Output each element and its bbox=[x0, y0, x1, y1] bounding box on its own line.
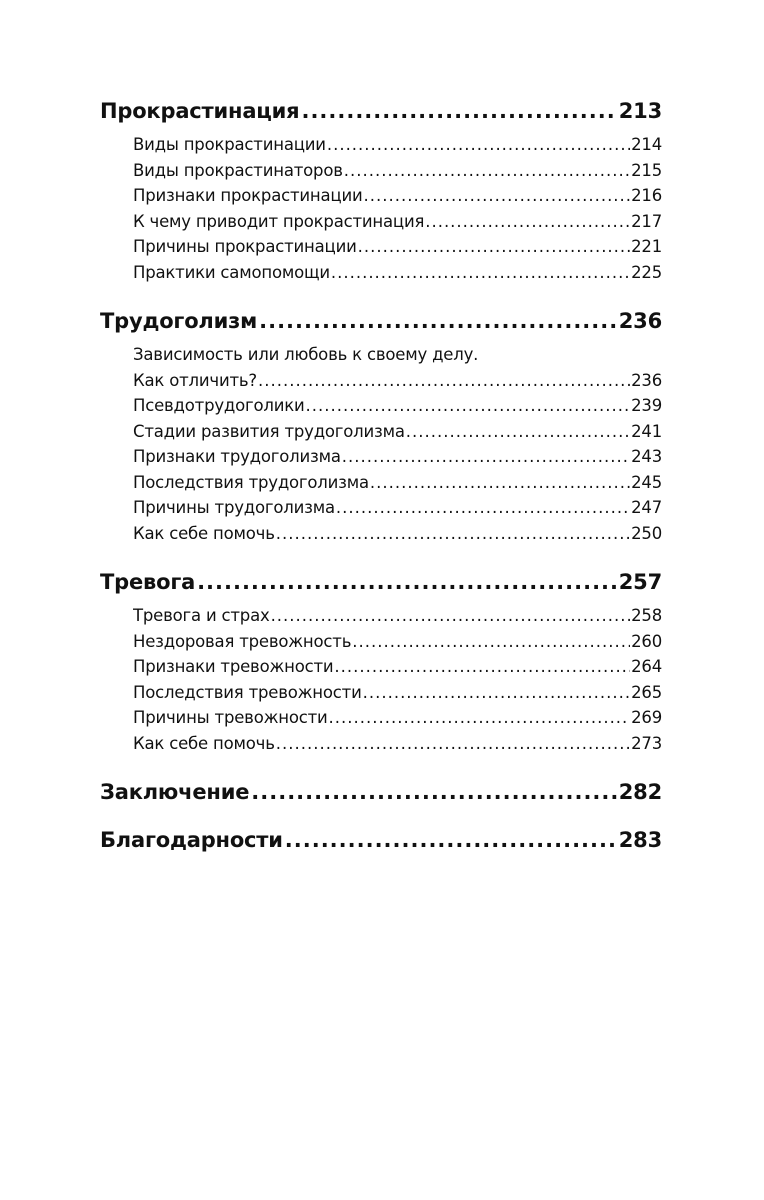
dot-leader bbox=[306, 393, 631, 419]
subsection-page-number: 273 bbox=[631, 733, 662, 753]
subsection-page-number: 258 bbox=[631, 606, 662, 625]
toc-chapter-entry[interactable] bbox=[100, 825, 662, 855]
toc-subsection-entry[interactable] bbox=[133, 183, 662, 209]
toc-subsection-entry[interactable] bbox=[133, 393, 662, 419]
dot-leader bbox=[276, 731, 630, 757]
toc-chapter-entry[interactable] bbox=[100, 96, 662, 126]
toc-section-anxiety bbox=[100, 567, 662, 756]
subsection-page-number: 264 bbox=[631, 657, 662, 676]
dot-leader bbox=[259, 306, 617, 336]
subsection-title: Псевдотрудоголики bbox=[133, 396, 305, 415]
subsection-page-number: 260 bbox=[631, 631, 662, 651]
subsection-title: Признаки тревожности bbox=[133, 657, 334, 676]
subsection-title: Признаки трудоголизма bbox=[133, 447, 341, 466]
subsection-title: Стадии развития трудоголизма bbox=[133, 421, 405, 441]
subsection-title: Как отличить? bbox=[133, 370, 257, 390]
subsection-page-number: 265 bbox=[631, 682, 662, 702]
toc-subsection-entry[interactable] bbox=[133, 444, 662, 470]
chapter-page-number: 282 bbox=[618, 780, 662, 804]
subsection-page-number: 239 bbox=[631, 396, 662, 415]
subsection-title: К чему приводит прокрастинация bbox=[133, 211, 425, 231]
toc-section-conclusion bbox=[100, 777, 662, 807]
subsection-page-number: 245 bbox=[631, 472, 662, 492]
subsection-page-number: 216 bbox=[631, 186, 662, 205]
subsection-title: Тревога и страх bbox=[133, 606, 270, 625]
subsection-page-number: 215 bbox=[631, 160, 662, 180]
toc-subsection-entry[interactable] bbox=[133, 209, 662, 235]
chapter-title: Прокрастинация bbox=[100, 99, 300, 123]
subsection-page-number: 250 bbox=[631, 523, 662, 543]
chapter-title: Благодарности bbox=[100, 828, 283, 852]
toc-subsection-entry[interactable] bbox=[133, 603, 662, 629]
toc-section-workaholism bbox=[100, 306, 662, 546]
toc-subsection-entry[interactable] bbox=[133, 521, 662, 547]
dot-leader bbox=[251, 777, 616, 807]
dot-leader bbox=[370, 470, 630, 496]
dot-leader bbox=[363, 680, 631, 706]
subsection-page-number: 241 bbox=[631, 421, 662, 441]
chapter-page-number: 283 bbox=[618, 828, 662, 852]
subsection-page-number: 225 bbox=[631, 262, 662, 282]
chapter-page-number: 236 bbox=[618, 309, 662, 333]
dot-leader bbox=[352, 629, 630, 655]
subsection-title: Причины тревожности bbox=[133, 708, 328, 727]
subsection-title: Как себе помочь bbox=[133, 733, 275, 753]
dot-leader bbox=[406, 419, 630, 445]
subsection-title: Как себе помочь bbox=[133, 523, 275, 543]
table-of-contents bbox=[100, 96, 662, 873]
subsection-title: Признаки прокрастинации bbox=[133, 186, 363, 205]
subsection-page-number: 269 bbox=[631, 708, 662, 727]
dot-leader bbox=[271, 603, 631, 629]
toc-subsection-entry[interactable] bbox=[133, 158, 662, 184]
dot-leader bbox=[276, 521, 630, 547]
toc-subsection-entry[interactable] bbox=[133, 132, 662, 158]
toc-subsection-entry[interactable] bbox=[133, 495, 662, 521]
toc-chapter-entry[interactable] bbox=[100, 306, 662, 336]
toc-subsection-entry[interactable] bbox=[133, 629, 662, 655]
toc-subsection-entry[interactable] bbox=[133, 680, 662, 706]
subsection-title: Виды прокрастинаторов bbox=[133, 160, 343, 180]
subsection-title: Нездоровая тревожность bbox=[133, 631, 352, 651]
subsection-title: Виды прокрастинации bbox=[133, 135, 326, 154]
dot-leader bbox=[358, 234, 630, 260]
toc-section-acknowledgements bbox=[100, 825, 662, 855]
toc-section-procrastination bbox=[100, 96, 662, 285]
dot-leader bbox=[197, 567, 617, 597]
dot-leader bbox=[258, 368, 630, 394]
subsection-title: Последствия трудоголизма bbox=[133, 472, 369, 492]
dot-leader bbox=[327, 132, 630, 158]
subsection-page-number: 236 bbox=[631, 370, 662, 390]
toc-subsection-entry[interactable] bbox=[133, 260, 662, 286]
chapter-title: Тревога bbox=[100, 570, 196, 594]
dot-leader bbox=[334, 654, 630, 680]
dot-leader bbox=[285, 825, 617, 855]
chapter-title: Трудоголизм bbox=[100, 309, 258, 333]
subsection-page-number: 243 bbox=[631, 447, 662, 466]
chapter-title: Заключение bbox=[100, 780, 250, 804]
subsection-page-number: 214 bbox=[631, 135, 662, 154]
subsection-page-number: 221 bbox=[631, 237, 662, 256]
toc-subsection-entry[interactable] bbox=[133, 731, 662, 757]
toc-subsection-entry[interactable] bbox=[133, 470, 662, 496]
dot-leader bbox=[329, 705, 631, 731]
subsection-page-number: 217 bbox=[631, 211, 662, 231]
toc-chapter-entry[interactable] bbox=[100, 777, 662, 807]
subsection-title: Причины трудоголизма bbox=[133, 498, 335, 517]
toc-subsection-entry[interactable] bbox=[133, 705, 662, 731]
dot-leader bbox=[344, 158, 630, 184]
toc-subsection-entry[interactable] bbox=[133, 419, 662, 445]
toc-subsection-entry[interactable] bbox=[133, 654, 662, 680]
dot-leader bbox=[301, 96, 616, 126]
dot-leader bbox=[336, 495, 630, 521]
toc-subsection-entry[interactable] bbox=[133, 234, 662, 260]
dot-leader bbox=[342, 444, 630, 470]
subsection-title: Последствия тревожности bbox=[133, 682, 362, 702]
chapter-page-number: 213 bbox=[618, 99, 662, 123]
toc-chapter-entry[interactable] bbox=[100, 567, 662, 597]
chapter-page-number: 257 bbox=[618, 570, 662, 594]
subsection-title-first-line: Зависимость или любовь к своему делу. bbox=[133, 345, 479, 364]
toc-subsection-entry[interactable] bbox=[133, 368, 662, 394]
dot-leader bbox=[331, 260, 630, 286]
dot-leader bbox=[425, 209, 630, 235]
subsection-page-number: 247 bbox=[631, 498, 662, 517]
subsection-title: Практики самопомощи bbox=[133, 262, 330, 282]
subsection-title: Причины прокрастинации bbox=[133, 237, 357, 256]
dot-leader bbox=[364, 183, 631, 209]
